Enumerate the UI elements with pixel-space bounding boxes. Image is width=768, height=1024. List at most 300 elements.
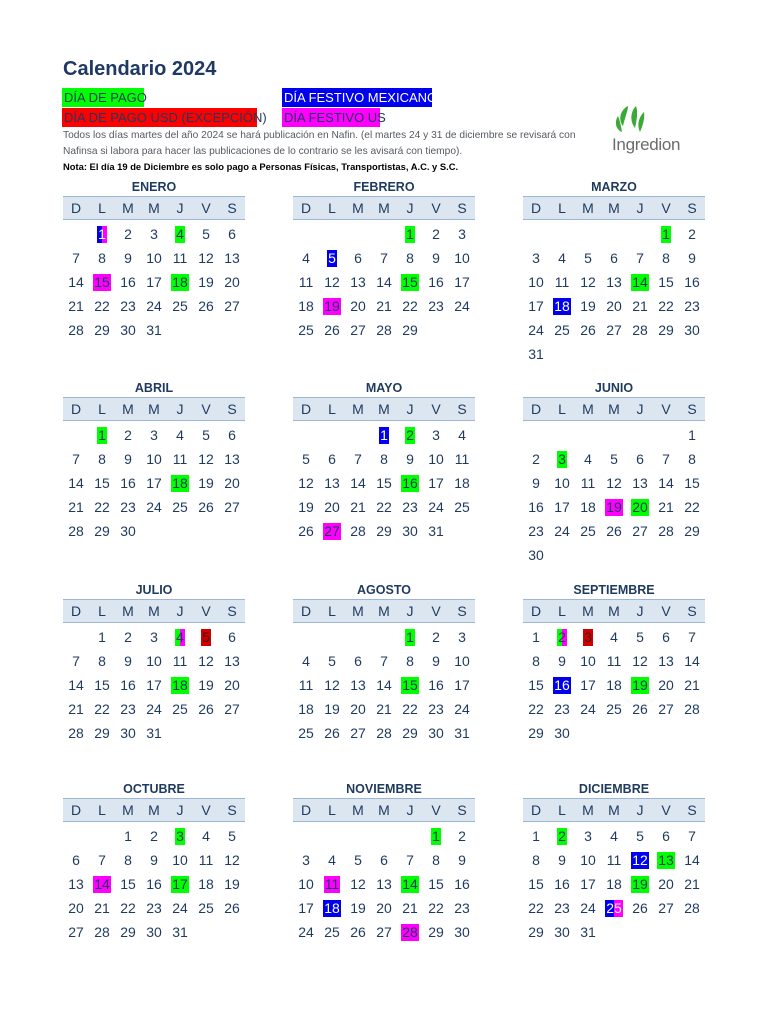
day-number: 8 <box>688 450 696 467</box>
weekday-label: S <box>227 802 237 818</box>
day-cell <box>575 649 601 673</box>
day-cell <box>167 625 193 649</box>
day-number: 11 <box>554 273 570 290</box>
day-number: 14 <box>684 851 700 868</box>
day-cell <box>523 471 549 495</box>
weekday-label: S <box>457 603 467 619</box>
day-number: 4 <box>302 652 310 669</box>
day-cell <box>293 471 319 495</box>
day-cell <box>679 423 705 447</box>
day-cell <box>523 495 549 519</box>
weekday-label: L <box>328 802 336 818</box>
day-cell <box>141 318 167 342</box>
day-cell <box>423 920 449 944</box>
empty-cell <box>319 423 345 447</box>
day-cell <box>549 471 575 495</box>
day-cell <box>219 697 245 721</box>
day-number: 15 <box>684 474 700 491</box>
day-cell <box>523 625 549 649</box>
day-cell <box>575 294 601 318</box>
weekday-header <box>293 397 475 421</box>
day-cell <box>319 318 345 342</box>
weekday-label: L <box>98 802 106 818</box>
day-cell <box>423 270 449 294</box>
day-cell <box>193 471 219 495</box>
day-cell <box>523 342 549 366</box>
day-cell <box>575 872 601 896</box>
day-number: 28 <box>68 724 84 741</box>
weekday-label: D <box>300 802 312 818</box>
day-cell <box>219 848 245 872</box>
legend-dia-de-pago: DÍA DE PAGO <box>64 90 147 105</box>
weekday-label: M <box>378 200 390 216</box>
weekday-label: S <box>457 802 467 818</box>
day-number: 28 <box>376 724 392 741</box>
day-number: 10 <box>454 249 470 266</box>
day-number: 11 <box>198 851 214 868</box>
day-number: 28 <box>684 700 700 717</box>
weekday-label: M <box>148 802 160 818</box>
day-cell <box>371 270 397 294</box>
day-cell <box>679 318 705 342</box>
day-cell <box>397 495 423 519</box>
day-cell <box>575 495 601 519</box>
day-number: 15 <box>402 273 418 290</box>
day-number: 20 <box>632 498 648 515</box>
day-grid <box>523 625 705 745</box>
day-cell <box>371 471 397 495</box>
day-number: 15 <box>658 273 674 290</box>
weekday-label: L <box>98 200 106 216</box>
weekday-label: M <box>122 401 134 417</box>
day-cell <box>397 294 423 318</box>
weekday-label: D <box>300 603 312 619</box>
weekday-label: V <box>201 802 211 818</box>
day-number: 15 <box>120 875 136 892</box>
weekday-label: L <box>558 603 566 619</box>
day-number: 28 <box>402 923 418 940</box>
day-cell <box>219 649 245 673</box>
day-number: 23 <box>454 899 470 916</box>
day-number: 2 <box>558 827 566 844</box>
weekday-label: M <box>352 200 364 216</box>
day-cell <box>449 697 475 721</box>
day-number: 20 <box>324 498 340 515</box>
day-number: 9 <box>406 450 414 467</box>
day-cell <box>293 848 319 872</box>
weekday-label: M <box>148 401 160 417</box>
day-number: 2 <box>432 628 440 645</box>
day-cell <box>549 848 575 872</box>
empty-cell <box>601 423 627 447</box>
day-number: 6 <box>228 426 236 443</box>
weekday-label: V <box>661 603 671 619</box>
weekday-label: J <box>636 401 644 417</box>
day-number: 12 <box>606 474 622 491</box>
day-number: 29 <box>658 321 674 338</box>
month-name: OCTUBRE <box>123 782 185 796</box>
day-cell <box>219 447 245 471</box>
day-cell <box>449 625 475 649</box>
day-number: 12 <box>350 875 366 892</box>
day-cell <box>397 471 423 495</box>
weekday-label: D <box>530 603 542 619</box>
day-number: 7 <box>406 851 414 868</box>
day-cell <box>371 495 397 519</box>
day-number: 1 <box>124 827 132 844</box>
day-cell <box>319 246 345 270</box>
day-cell <box>115 920 141 944</box>
weekday-label: J <box>636 200 644 216</box>
day-cell <box>601 697 627 721</box>
day-cell <box>653 294 679 318</box>
day-cell <box>549 721 575 745</box>
day-number: 19 <box>224 875 240 892</box>
day-cell <box>293 697 319 721</box>
day-number: 21 <box>376 700 392 717</box>
weekday-label: J <box>636 603 644 619</box>
month-marzo <box>523 178 705 366</box>
day-cell <box>63 447 89 471</box>
weekday-label: V <box>431 401 441 417</box>
day-cell <box>601 896 627 920</box>
day-cell <box>167 270 193 294</box>
day-number: 23 <box>120 700 136 717</box>
day-cell <box>679 625 705 649</box>
day-number: 24 <box>172 899 188 916</box>
month-name: NOVIEMBRE <box>346 782 422 796</box>
day-number: 30 <box>428 724 444 741</box>
month-name: FEBRERO <box>353 180 415 194</box>
day-number: 25 <box>606 899 622 916</box>
day-number: 14 <box>68 676 84 693</box>
empty-cell <box>627 222 653 246</box>
day-number: 13 <box>224 249 240 266</box>
day-cell <box>653 824 679 848</box>
empty-cell <box>319 222 345 246</box>
day-cell <box>549 495 575 519</box>
day-number: 19 <box>198 676 214 693</box>
day-number: 13 <box>658 652 674 669</box>
weekday-label: J <box>176 401 184 417</box>
day-number: 5 <box>202 225 210 242</box>
day-cell <box>449 673 475 697</box>
day-number: 5 <box>636 628 644 645</box>
day-number: 9 <box>558 851 566 868</box>
empty-cell <box>549 222 575 246</box>
day-number: 20 <box>350 700 366 717</box>
day-cell <box>627 495 653 519</box>
day-cell <box>601 246 627 270</box>
day-cell <box>219 423 245 447</box>
day-cell <box>653 270 679 294</box>
day-number: 6 <box>662 827 670 844</box>
day-cell <box>523 246 549 270</box>
day-cell <box>679 246 705 270</box>
day-cell <box>423 495 449 519</box>
day-number: 19 <box>580 297 596 314</box>
day-cell <box>575 824 601 848</box>
weekday-header <box>293 196 475 220</box>
day-cell <box>575 896 601 920</box>
day-cell <box>601 872 627 896</box>
day-number: 3 <box>458 628 466 645</box>
empty-cell <box>371 222 397 246</box>
weekday-label: J <box>406 401 414 417</box>
day-number: 10 <box>428 450 444 467</box>
day-cell <box>319 896 345 920</box>
day-grid <box>63 625 245 745</box>
day-cell <box>397 246 423 270</box>
day-number: 11 <box>606 652 622 669</box>
month-mayo <box>293 379 475 543</box>
empty-cell <box>293 222 319 246</box>
day-number: 29 <box>376 522 392 539</box>
empty-cell <box>89 824 115 848</box>
day-cell <box>115 721 141 745</box>
day-number: 29 <box>684 522 700 539</box>
day-number: 22 <box>402 700 418 717</box>
day-cell <box>115 270 141 294</box>
day-number: 14 <box>684 652 700 669</box>
day-number: 6 <box>380 851 388 868</box>
day-number: 23 <box>428 700 444 717</box>
day-number: 22 <box>376 498 392 515</box>
day-number: 15 <box>528 875 544 892</box>
weekday-label: M <box>352 802 364 818</box>
day-number: 11 <box>172 652 188 669</box>
day-cell <box>167 246 193 270</box>
day-number: 12 <box>224 851 240 868</box>
day-cell <box>63 673 89 697</box>
day-number: 30 <box>684 321 700 338</box>
month-name: ENERO <box>131 180 177 194</box>
day-cell <box>549 270 575 294</box>
day-number: 25 <box>172 700 188 717</box>
day-cell <box>115 318 141 342</box>
day-cell <box>679 447 705 471</box>
month-name: MARZO <box>591 180 637 194</box>
day-cell <box>423 872 449 896</box>
weekday-label: V <box>431 802 441 818</box>
day-number: 17 <box>298 899 314 916</box>
month-name: JUNIO <box>594 381 634 395</box>
day-number: 29 <box>528 724 544 741</box>
day-number: 5 <box>328 249 336 266</box>
day-cell <box>167 423 193 447</box>
day-number: 28 <box>684 899 700 916</box>
day-number: 22 <box>94 297 110 314</box>
empty-cell <box>63 222 89 246</box>
day-cell <box>575 447 601 471</box>
day-number: 31 <box>146 321 162 338</box>
day-number: 9 <box>432 249 440 266</box>
day-cell <box>449 246 475 270</box>
day-cell <box>653 519 679 543</box>
day-number: 21 <box>350 498 366 515</box>
day-cell <box>63 848 89 872</box>
day-number: 14 <box>402 875 418 892</box>
day-cell <box>193 246 219 270</box>
day-number: 30 <box>454 923 470 940</box>
day-number: 2 <box>558 628 566 645</box>
day-number: 16 <box>146 875 162 892</box>
day-number: 11 <box>606 851 622 868</box>
day-number: 28 <box>376 321 392 338</box>
day-cell <box>319 872 345 896</box>
day-cell <box>345 673 371 697</box>
day-number: 11 <box>298 676 314 693</box>
day-number: 27 <box>606 321 622 338</box>
day-number: 7 <box>636 249 644 266</box>
day-cell <box>193 697 219 721</box>
day-cell <box>141 625 167 649</box>
day-number: 3 <box>150 628 158 645</box>
day-number: 23 <box>684 297 700 314</box>
day-number: 3 <box>584 628 592 645</box>
day-number: 18 <box>554 297 570 314</box>
day-number: 22 <box>658 297 674 314</box>
day-number: 13 <box>350 676 366 693</box>
day-number: 7 <box>662 450 670 467</box>
day-cell <box>627 447 653 471</box>
month-noviembre <box>293 780 475 944</box>
day-number: 30 <box>402 522 418 539</box>
day-cell <box>63 318 89 342</box>
day-number: 2 <box>432 225 440 242</box>
day-number: 2 <box>150 827 158 844</box>
day-number: 20 <box>68 899 84 916</box>
day-number: 20 <box>658 875 674 892</box>
day-cell <box>575 848 601 872</box>
day-cell <box>89 471 115 495</box>
day-cell <box>575 625 601 649</box>
day-number: 14 <box>376 273 392 290</box>
day-cell <box>219 294 245 318</box>
day-number: 10 <box>146 249 162 266</box>
day-cell <box>653 848 679 872</box>
weekday-label: V <box>431 200 441 216</box>
day-number: 5 <box>202 426 210 443</box>
day-number: 24 <box>146 498 162 515</box>
weekday-label: D <box>530 401 542 417</box>
day-number: 8 <box>432 851 440 868</box>
day-number: 3 <box>150 426 158 443</box>
day-number: 23 <box>554 899 570 916</box>
day-cell <box>63 270 89 294</box>
day-cell <box>679 896 705 920</box>
day-number: 6 <box>328 450 336 467</box>
day-cell <box>193 222 219 246</box>
day-cell <box>345 896 371 920</box>
day-number: 27 <box>658 899 674 916</box>
day-cell <box>523 697 549 721</box>
day-cell <box>89 673 115 697</box>
day-number: 7 <box>72 450 80 467</box>
day-number: 21 <box>632 297 648 314</box>
weekday-label: M <box>148 603 160 619</box>
day-number: 9 <box>558 652 566 669</box>
day-number: 6 <box>610 249 618 266</box>
day-number: 8 <box>662 249 670 266</box>
day-number: 19 <box>632 676 648 693</box>
day-cell <box>397 848 423 872</box>
day-cell <box>115 673 141 697</box>
day-number: 8 <box>532 851 540 868</box>
weekday-label: M <box>582 200 594 216</box>
legend-festivo-us: DÍA FESTIVO US <box>284 110 386 125</box>
weekday-label: M <box>352 603 364 619</box>
day-cell <box>679 872 705 896</box>
day-number: 25 <box>554 321 570 338</box>
day-number: 17 <box>172 875 188 892</box>
day-number: 10 <box>580 851 596 868</box>
day-cell <box>371 673 397 697</box>
day-number: 18 <box>198 875 214 892</box>
day-grid <box>293 824 475 944</box>
day-number: 27 <box>376 923 392 940</box>
day-number: 13 <box>376 875 392 892</box>
day-number: 12 <box>198 450 214 467</box>
day-number: 29 <box>428 923 444 940</box>
day-number: 22 <box>402 297 418 314</box>
weekday-label: S <box>457 200 467 216</box>
day-cell <box>627 519 653 543</box>
day-cell <box>627 872 653 896</box>
weekday-label: M <box>582 401 594 417</box>
day-number: 16 <box>120 273 136 290</box>
day-cell <box>549 447 575 471</box>
day-number: 15 <box>94 474 110 491</box>
day-cell <box>219 471 245 495</box>
day-grid <box>293 423 475 543</box>
day-cell <box>449 848 475 872</box>
day-cell <box>293 519 319 543</box>
day-number: 13 <box>632 474 648 491</box>
day-number: 4 <box>202 827 210 844</box>
day-cell <box>679 649 705 673</box>
day-number: 29 <box>402 724 418 741</box>
day-cell <box>397 270 423 294</box>
day-cell <box>523 896 549 920</box>
day-cell <box>423 447 449 471</box>
day-cell <box>89 270 115 294</box>
day-cell <box>141 471 167 495</box>
day-grid <box>63 423 245 543</box>
weekday-label: V <box>661 200 671 216</box>
day-number: 14 <box>632 273 648 290</box>
day-number: 16 <box>554 875 570 892</box>
day-cell <box>345 920 371 944</box>
day-cell <box>371 721 397 745</box>
day-cell <box>653 471 679 495</box>
day-cell <box>141 495 167 519</box>
day-number: 14 <box>658 474 674 491</box>
day-number: 22 <box>94 700 110 717</box>
day-cell <box>627 471 653 495</box>
day-number: 3 <box>150 225 158 242</box>
day-cell <box>549 824 575 848</box>
day-number: 15 <box>528 676 544 693</box>
day-cell <box>449 294 475 318</box>
day-number: 10 <box>298 875 314 892</box>
day-cell <box>167 222 193 246</box>
day-cell <box>575 318 601 342</box>
weekday-label: M <box>608 200 620 216</box>
day-number: 19 <box>298 498 314 515</box>
day-cell <box>523 270 549 294</box>
day-cell <box>89 423 115 447</box>
